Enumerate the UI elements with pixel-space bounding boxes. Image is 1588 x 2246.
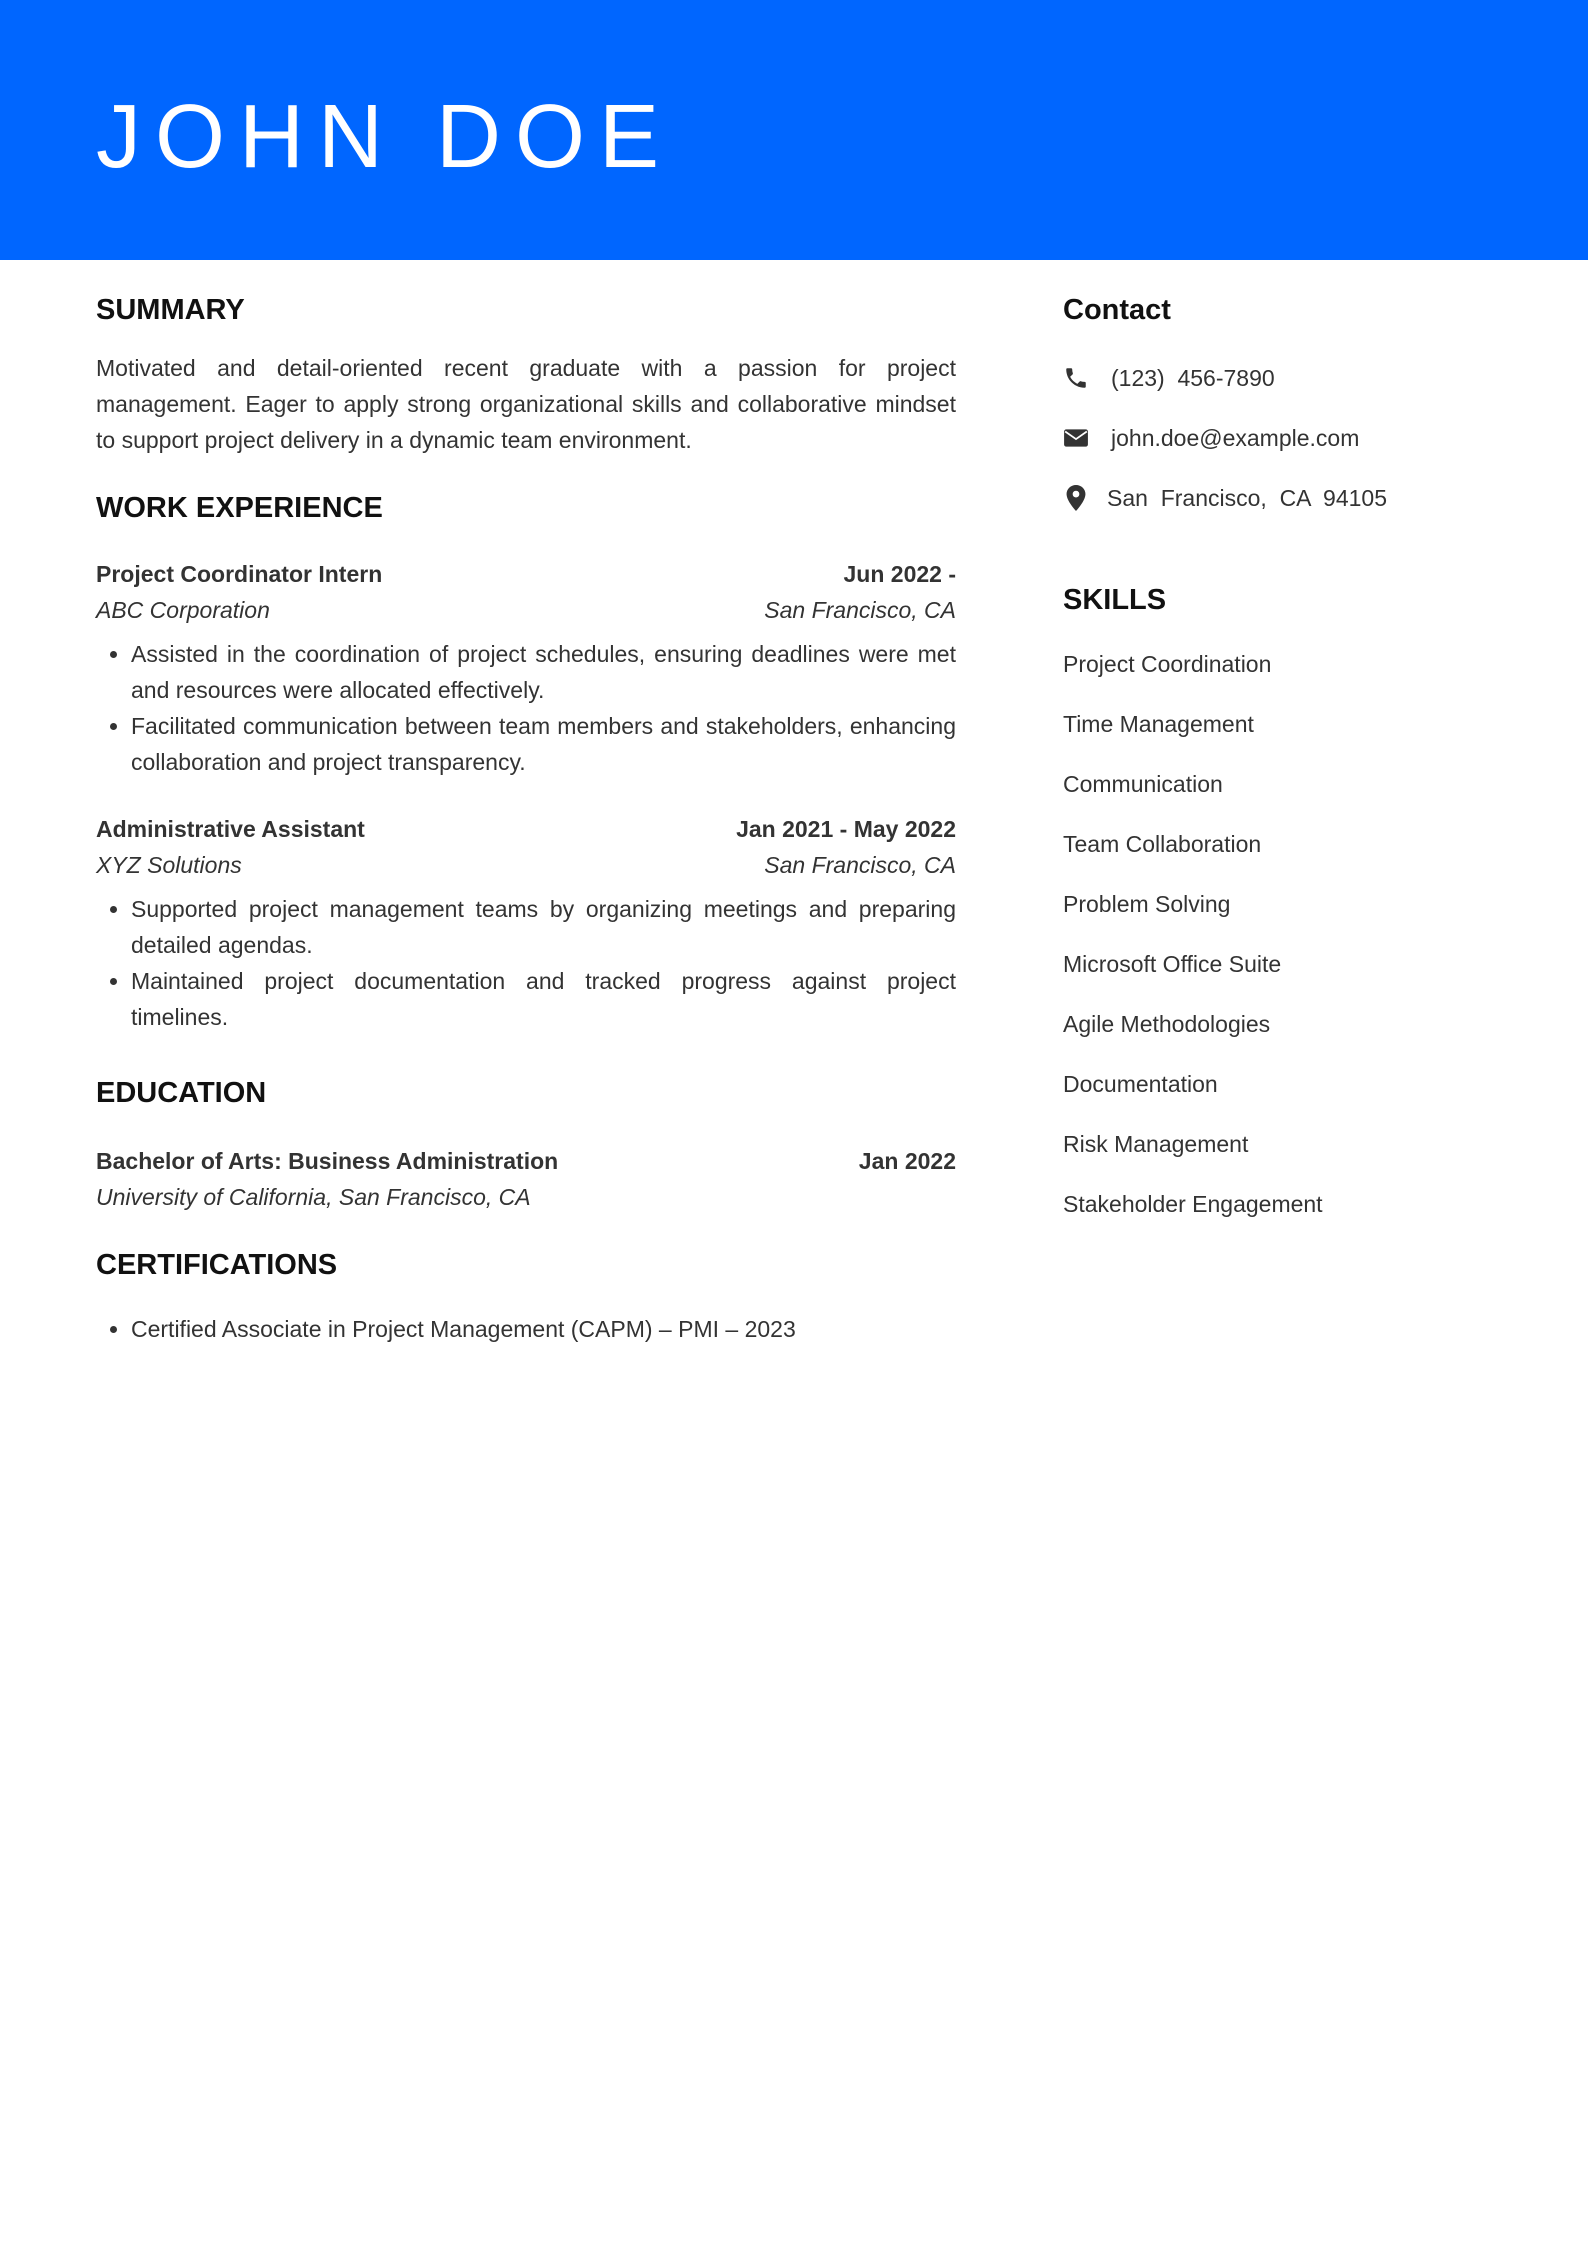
phone-icon [1063, 365, 1089, 391]
skill-item: Communication [1063, 771, 1223, 797]
job-bullet: • Facilitated communication between team members and stakeholders, enhancing collaboration and project transparency. [131, 708, 956, 780]
job-location: San Francisco, CA [764, 852, 956, 878]
job-entry [96, 811, 956, 1035]
education-title: EDUCATION [96, 1077, 267, 1109]
contact-phone-text: (123) 456-7890 [1111, 365, 1275, 391]
skills-title: SKILLS [1063, 584, 1167, 616]
contact-location-text: San Francisco, CA 94105 [1107, 485, 1387, 511]
skill-item: Time Management [1063, 711, 1254, 737]
contact-title: Contact [1063, 294, 1171, 326]
job-bullets [96, 636, 956, 780]
map-marker-icon [1063, 485, 1089, 511]
experience-section [96, 488, 956, 1035]
education-school: University of California, San Francisco, CA [96, 1184, 531, 1210]
education-date: Jan 2022 [858, 1148, 956, 1174]
contact-email [1063, 408, 1503, 468]
job-role: Administrative Assistant [96, 816, 365, 842]
summary-text: Motivated and detail-oriented recent graduate with a passion for project management. Eager to apply strong organizational skills and collaborative mindset to support project delivery in a dynamic team environment. [96, 355, 956, 453]
job-bullet: • Maintained project documentation and tracked progress against project timelines. [131, 963, 956, 1035]
contact-email-text[interactable]: john.doe@example.com [1111, 425, 1360, 451]
contact-phone [1063, 348, 1503, 408]
job-entry [96, 556, 956, 780]
sidebar-column [1063, 290, 1503, 1246]
envelope-icon [1063, 425, 1089, 451]
summary-section [96, 290, 956, 458]
header-banner [0, 0, 1588, 260]
job-dates: Jan 2021 - May 2022 [736, 816, 956, 842]
candidate-name: JOHN DOE [96, 87, 674, 187]
skill-item: Documentation [1063, 1071, 1218, 1097]
skill-item: Microsoft Office Suite [1063, 951, 1282, 977]
job-bullets [96, 891, 956, 1035]
skill-item: Risk Management [1063, 1131, 1249, 1157]
job-company: XYZ Solutions [96, 852, 242, 878]
skill-item: Team Collaboration [1063, 831, 1262, 857]
contact-section [1063, 290, 1503, 528]
education-section [96, 1073, 956, 1215]
job-bullet: • Supported project management teams by organizing meetings and preparing detailed agendas. [131, 891, 956, 963]
job-company: ABC Corporation [96, 597, 270, 623]
summary-title: SUMMARY [96, 294, 245, 326]
main-column [96, 290, 956, 1347]
experience-title: WORK EXPERIENCE [96, 492, 383, 524]
certifications-title: CERTIFICATIONS [96, 1249, 338, 1281]
certification-item: • Certified Associate in Project Management (CAPM) – PMI – 2023 [131, 1311, 956, 1347]
education-degree: Bachelor of Arts: Business Administration [96, 1148, 559, 1174]
job-location: San Francisco, CA [764, 597, 956, 623]
skill-item: Agile Methodologies [1063, 1011, 1271, 1037]
skill-item: Project Coordination [1063, 651, 1272, 677]
job-dates: Jun 2022 - [843, 561, 956, 587]
certifications-list [96, 1311, 956, 1347]
job-role: Project Coordinator Intern [96, 561, 383, 587]
contact-location [1063, 468, 1503, 528]
skill-item: Problem Solving [1063, 891, 1231, 917]
skills-section [1063, 580, 1503, 1246]
skill-item: Stakeholder Engagement [1063, 1191, 1323, 1217]
job-bullet: • Assisted in the coordination of project schedules, ensuring deadlines were met and resources were allocated effectively. [131, 636, 956, 708]
certifications-section [96, 1245, 956, 1347]
